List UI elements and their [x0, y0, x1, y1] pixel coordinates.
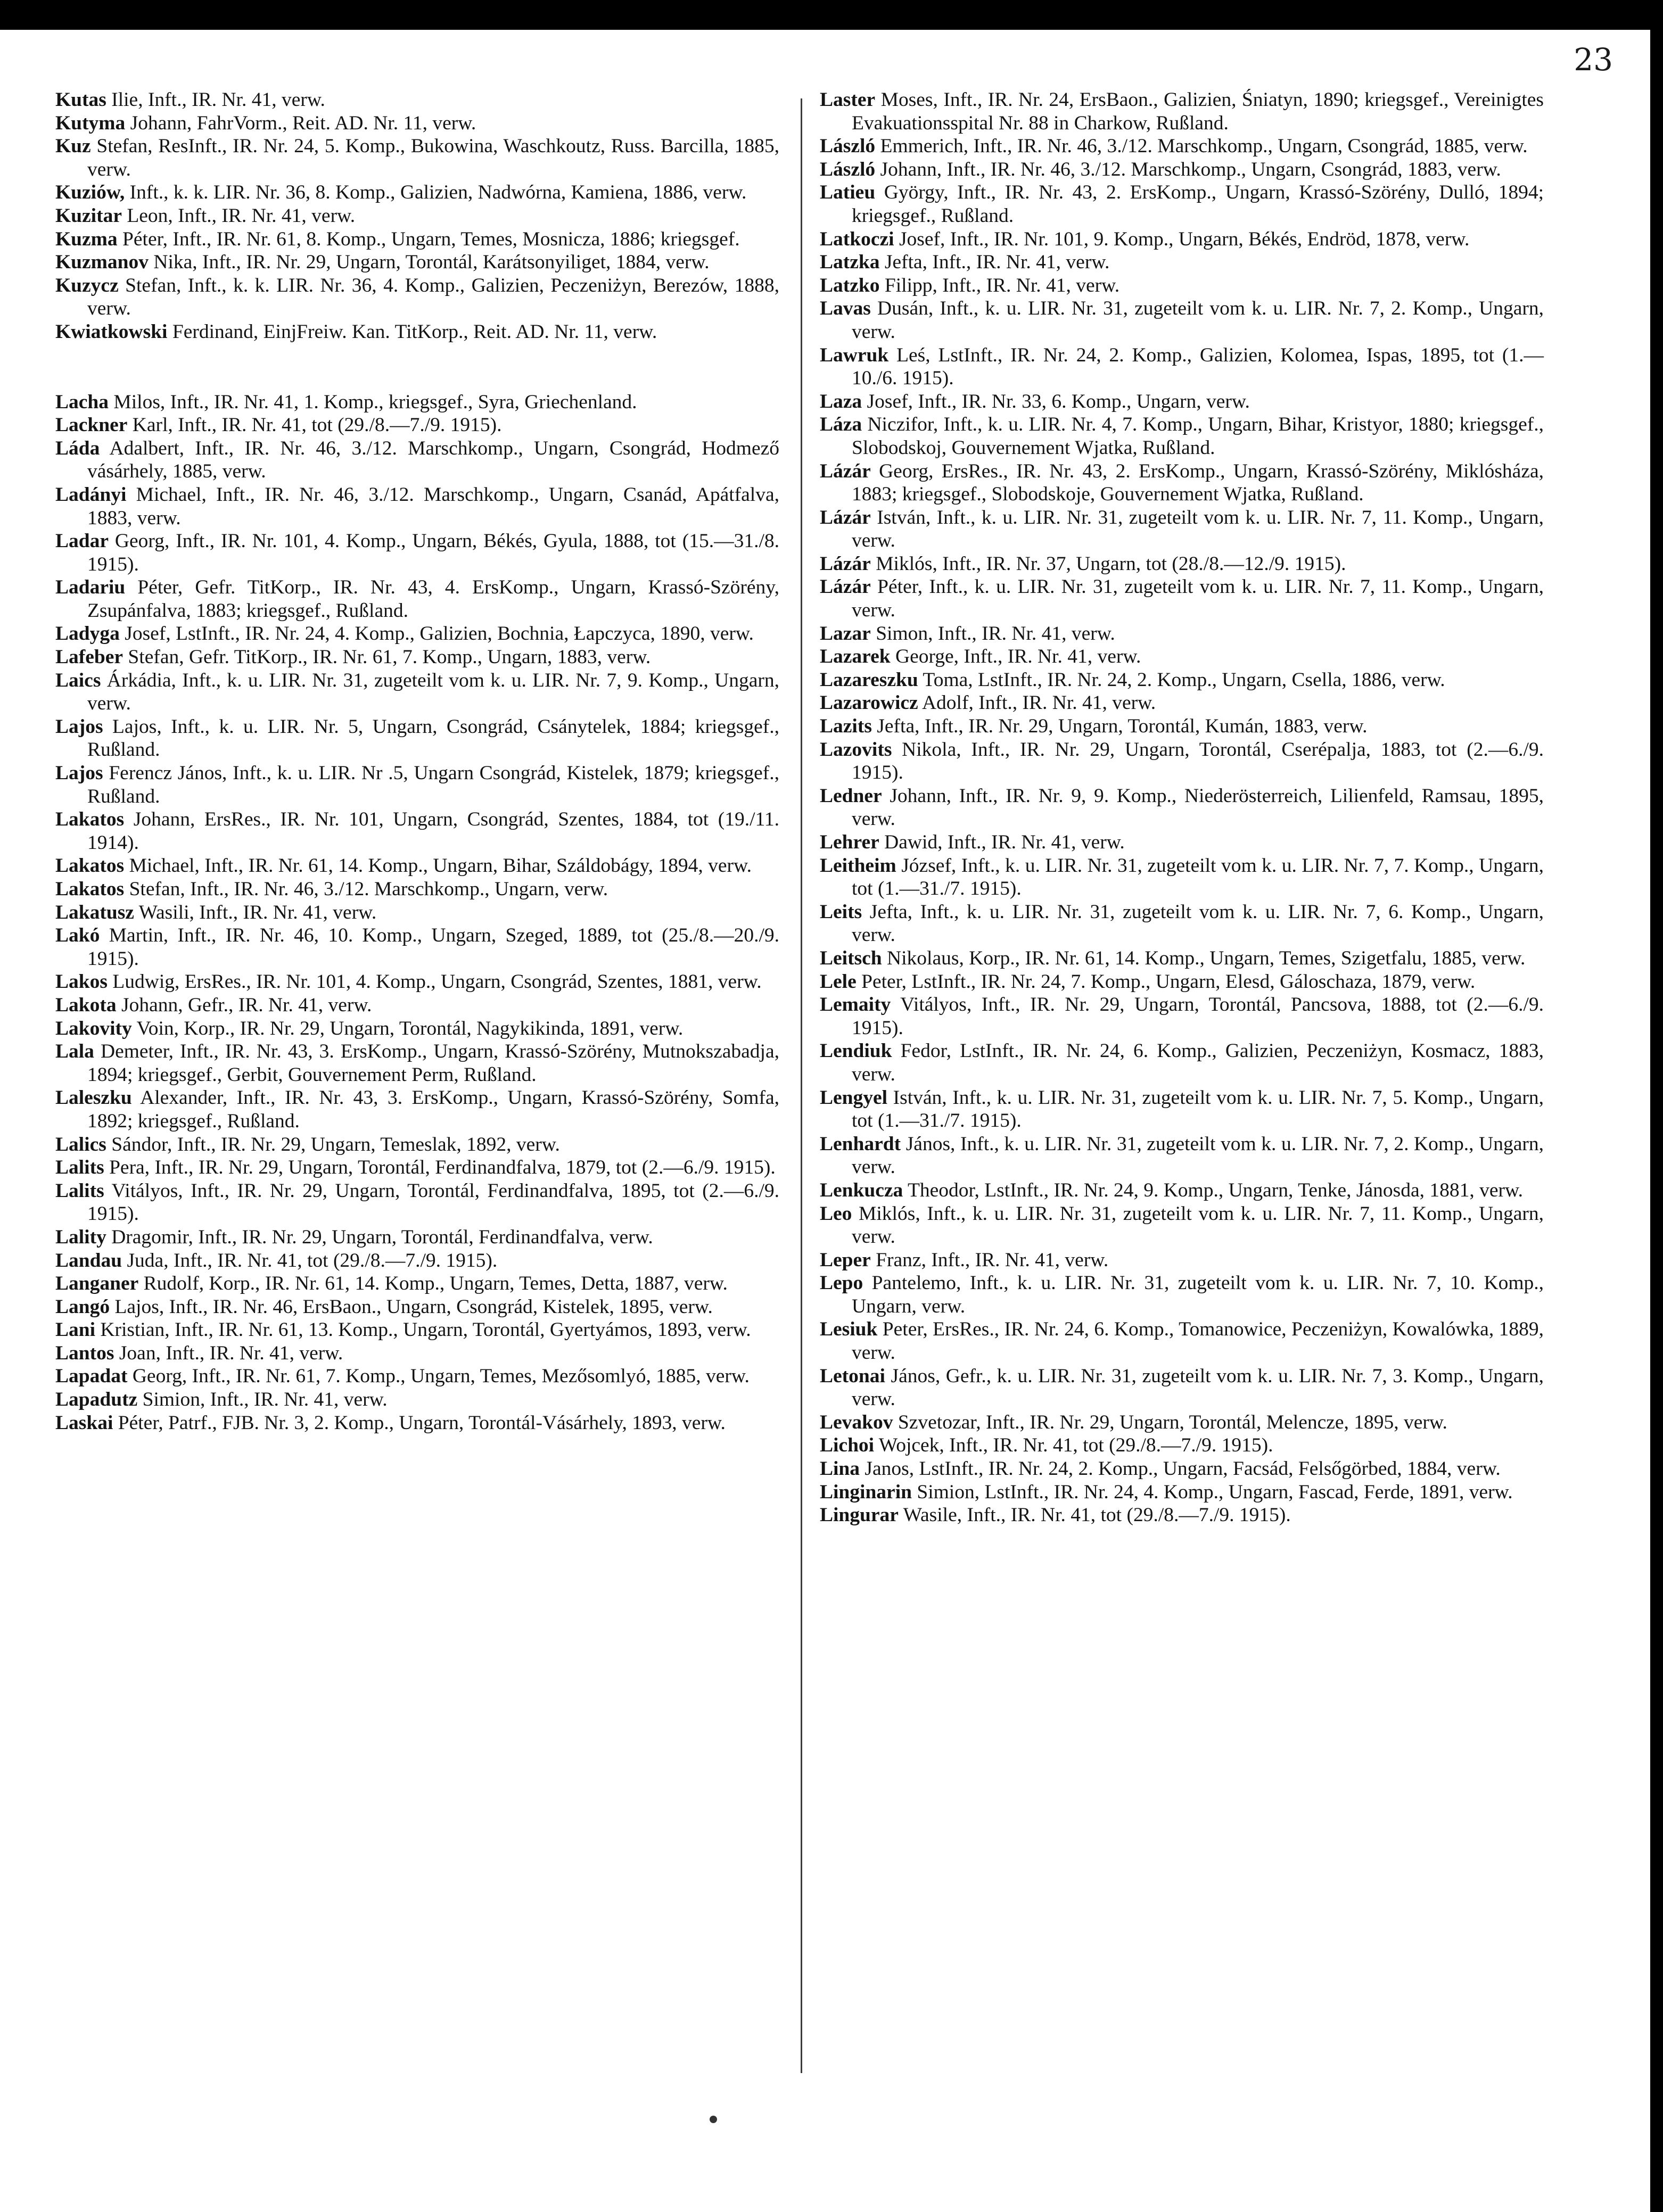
list-entry: [820, 1365, 1544, 1411]
entry-surname: Linginarin: [820, 1481, 912, 1503]
entry-details: József, Inft., k. u. LIR. Nr. 31, zugeteilt vom k. u. LIR. Nr. 7, 7. Komp., Ungarn, tot (1.—31./7. 1915).: [852, 854, 1544, 900]
list-entry: [55, 1017, 779, 1041]
entry-details: János, Gefr., k. u. LIR. Nr. 31, zugeteilt vom k. u. LIR. Nr. 7, 3. Komp., Ungarn, verw.: [852, 1365, 1544, 1410]
entry-details: Péter, Inft., IR. Nr. 61, 8. Komp., Ungarn, Temes, Mosnicza, 1886; kriegsgef.: [117, 228, 740, 250]
list-entry: [820, 947, 1544, 970]
list-entry: [820, 1179, 1544, 1202]
entry-surname: Lichoi: [820, 1434, 875, 1457]
entry-details: Nikolaus, Korp., IR. Nr. 61, 14. Komp., Ungarn, Temes, Szigetfalu, 1885, verw.: [882, 947, 1526, 969]
entry-surname: Lality: [55, 1226, 106, 1248]
entry-surname: Lawruk: [820, 344, 889, 366]
entry-surname: Láda: [55, 437, 100, 459]
entry-details: Dusán, Inft., k. u. LIR. Nr. 31, zugeteilt vom k. u. LIR. Nr. 7, 2. Komp., Ungarn, verw.: [852, 298, 1544, 343]
entry-details: Johann, FahrVorm., Reit. AD. Nr. 11, verw.: [125, 112, 476, 134]
entry-surname: Laics: [55, 669, 101, 691]
list-entry: [55, 391, 779, 414]
list-entry: [55, 878, 779, 901]
entry-surname: Ladyga: [55, 623, 120, 645]
entry-details: Dawid, Inft., IR. Nr. 41, verw.: [879, 831, 1125, 853]
entry-surname: Kuzma: [55, 228, 118, 250]
entry-details: Georg, Inft., IR. Nr. 101, 4. Komp., Ungarn, Békés, Gyula, 1888, tot (15.—31./8. 1915).: [87, 530, 779, 575]
entry-details: Josef, Inft., IR. Nr. 33, 6. Komp., Ungarn, verw.: [862, 390, 1250, 412]
entry-details: Joan, Inft., IR. Nr. 41, verw.: [114, 1342, 343, 1364]
entry-surname: Leo: [820, 1202, 852, 1225]
entry-details: Adalbert, Inft., IR. Nr. 46, 3./12. Marschkomp., Ungarn, Csongrád, Hodmező vásárhely, 1885, verw.: [87, 437, 779, 483]
list-entry: [820, 575, 1544, 622]
list-entry: [820, 1086, 1544, 1133]
entry-details: Wasile, Inft., IR. Nr. 41, tot (29./8.—7./9. 1915).: [898, 1504, 1291, 1526]
entry-surname: Lázár: [820, 576, 871, 598]
entry-details: Karl, Inft., IR. Nr. 41, tot (29./8.—7./9. 1915).: [127, 414, 502, 436]
entry-surname: Lele: [820, 970, 857, 993]
entry-details: István, Inft., k. u. LIR. Nr. 31, zugeteilt vom k. u. LIR. Nr. 7, 11. Komp., Ungarn, verw.: [852, 506, 1544, 552]
entry-details: Ferencz János, Inft., k. u. LIR. Nr .5, Ungarn Csongrád, Kistelek, 1879; kriegsgef., Rußland.: [87, 762, 779, 807]
entry-surname: Kuzitar: [55, 204, 122, 227]
entry-surname: Lakatos: [55, 878, 125, 900]
entry-details: Adolf, Inft., IR. Nr. 41, verw.: [918, 692, 1156, 714]
entry-surname: Laleszku: [55, 1087, 132, 1109]
right-column: [820, 88, 1544, 1527]
list-entry: [55, 1040, 779, 1086]
entry-surname: Latzko: [820, 274, 880, 296]
entry-surname: Kuzycz: [55, 274, 119, 296]
entry-details: Ilie, Inft., IR. Nr. 41, verw.: [106, 89, 325, 111]
scan-border-right: [1650, 0, 1663, 2212]
entry-details: Demeter, Inft., IR. Nr. 43, 3. ErsKomp., Ungarn, Krassó-Szörény, Mutnokszabadja, 1894; kriegsgef., Gerbit, Gouvernement Perm, Rußland.: [87, 1041, 779, 1086]
list-entry: [820, 158, 1544, 181]
list-entry: [55, 112, 779, 135]
entry-surname: Kuziów,: [55, 181, 125, 204]
entry-details: Lajos, Inft., k. u. LIR. Nr. 5, Ungarn, Csongrád, Csánytelek, 1884; kriegsgef., Rußland.: [87, 715, 779, 761]
entry-surname: Kutyma: [55, 112, 126, 134]
entry-details: Inft., k. k. LIR. Nr. 36, 8. Komp., Galizien, Nadwórna, Kamiena, 1886, verw.: [125, 181, 747, 204]
entry-surname: Lázár: [820, 506, 871, 529]
list-entry: [55, 669, 779, 715]
entry-surname: Lacha: [55, 391, 109, 413]
column-divider: [801, 98, 802, 2073]
entry-details: Árkádia, Inft., k. u. LIR. Nr. 31, zugeteilt vom k. u. LIR. Nr. 7, 9. Komp., Ungarn, verw.: [87, 669, 779, 715]
entry-surname: Letonai: [820, 1365, 885, 1387]
entry-surname: Lázár: [820, 460, 871, 482]
entry-details: Stefan, Inft., IR. Nr. 46, 3./12. Marschkomp., Ungarn, verw.: [124, 878, 608, 900]
entry-details: Martin, Inft., IR. Nr. 46, 10. Komp., Ungarn, Szeged, 1889, tot (25./8.—20./9. 1915).: [87, 925, 779, 970]
entry-details: Johann, Inft., IR. Nr. 9, 9. Komp., Niederösterreich, Lilienfeld, Ramsau, 1895, verw.: [852, 785, 1544, 830]
list-entry: [55, 762, 779, 808]
list-entry: [820, 1434, 1544, 1457]
entry-details: Janos, LstInft., IR. Nr. 24, 2. Komp., Ungarn, Facsád, Felsőgörbed, 1884, verw.: [860, 1458, 1501, 1480]
entry-surname: Lakatos: [55, 808, 125, 831]
list-entry: [55, 1365, 779, 1388]
entry-details: Michael, Inft., IR. Nr. 61, 14. Komp., Ungarn, Bihar, Száldobágy, 1894, verw.: [124, 855, 752, 877]
entry-details: Juda, Inft., IR. Nr. 41, tot (29./8.—7./9. 1915).: [122, 1249, 498, 1272]
entry-surname: Láza: [820, 414, 862, 436]
entry-surname: Lackner: [55, 414, 128, 436]
entry-surname: Laster: [820, 89, 876, 111]
entry-surname: Laskai: [55, 1412, 113, 1434]
list-entry: [55, 854, 779, 878]
entry-surname: Ladányi: [55, 483, 127, 506]
entry-details: Miklós, Inft., IR. Nr. 37, Ungarn, tot (28./8.—12./9. 1915).: [870, 552, 1346, 575]
entry-surname: Landau: [55, 1249, 122, 1272]
entry-surname: László: [820, 135, 876, 158]
list-entry: [55, 1412, 779, 1435]
entry-surname: Lakota: [55, 994, 117, 1016]
entry-details: Peter, ErsRes., IR. Nr. 24, 6. Komp., Tomanowice, Peczeniżyn, Kowalówka, 1889, verw.: [852, 1318, 1544, 1364]
list-entry: [55, 228, 779, 251]
entry-details: Moses, Inft., IR. Nr. 24, ErsBaon., Galizien, Śniatyn, 1890; kriegsgef., Vereinigtes Evakuationsspital Nr. 88 in Charkow, Rußland.: [852, 89, 1544, 134]
entry-surname: Lakovity: [55, 1017, 132, 1039]
list-entry: [55, 970, 779, 994]
list-entry: [55, 646, 779, 669]
list-entry: [55, 1226, 779, 1249]
entry-surname: Leper: [820, 1249, 871, 1271]
entry-surname: Lázár: [820, 552, 871, 575]
list-entry: [820, 1504, 1544, 1527]
entry-surname: Lenhardt: [820, 1133, 901, 1155]
page-number: 23: [1574, 42, 1613, 78]
list-entry: [820, 970, 1544, 994]
list-entry: [820, 668, 1544, 692]
entry-details: Georg, Inft., IR. Nr. 61, 7. Komp., Ungarn, Temes, Mezősomlyó, 1885, verw.: [127, 1365, 750, 1388]
list-entry: [55, 437, 779, 483]
entry-details: George, Inft., IR. Nr. 41, verw.: [890, 646, 1141, 668]
list-entry: [820, 506, 1544, 552]
entry-surname: Lalits: [55, 1179, 104, 1202]
list-entry: [820, 785, 1544, 831]
entry-surname: Langaner: [55, 1273, 139, 1295]
entry-surname: Ledner: [820, 785, 882, 807]
entry-details: János, Inft., k. u. LIR. Nr. 31, zugeteilt vom k. u. LIR. Nr. 7, 2. Komp., Ungarn, verw.: [852, 1133, 1544, 1178]
entry-details: Peter, LstInft., IR. Nr. 24, 7. Komp., Ungarn, Elesd, Gáloschaza, 1879, verw.: [856, 970, 1476, 993]
entry-surname: Lalits: [55, 1157, 104, 1179]
list-entry: [820, 135, 1544, 158]
entry-surname: Lafeber: [55, 646, 124, 668]
list-entry: [55, 1318, 779, 1342]
entry-surname: Kuzmanov: [55, 251, 149, 274]
scan-border-top: [0, 0, 1663, 30]
entry-surname: Lenkucza: [820, 1179, 903, 1201]
entry-details: Nika, Inft., IR. Nr. 29, Ungarn, Torontál, Karátsonyiliget, 1884, verw.: [149, 251, 710, 274]
list-entry: [55, 530, 779, 576]
entry-surname: Lendiuk: [820, 1040, 892, 1062]
entry-surname: Langó: [55, 1295, 110, 1318]
list-entry: [820, 274, 1544, 298]
list-entry: [55, 181, 779, 204]
list-entry: [820, 1411, 1544, 1434]
list-entry: [55, 576, 779, 622]
list-entry: [820, 738, 1544, 785]
entry-details: Pera, Inft., IR. Nr. 29, Ungarn, Torontál, Ferdinandfalva, 1879, tot (2.—6./9. 1915).: [104, 1157, 776, 1179]
list-entry: [55, 1295, 779, 1319]
entry-surname: Lengyel: [820, 1086, 888, 1109]
list-entry: [55, 1342, 779, 1365]
list-entry: [55, 901, 779, 925]
entry-surname: Laza: [820, 390, 862, 412]
entry-surname: Lemaity: [820, 994, 891, 1016]
list-entry: [820, 1318, 1544, 1364]
entry-details: Stefan, ResInft., IR. Nr. 24, 5. Komp., Bukowina, Waschkoutz, Russ. Barcilla, 1885, verw.: [87, 135, 779, 180]
entry-details: Dragomir, Inft., IR. Nr. 29, Ungarn, Torontál, Ferdinandfalva, verw.: [106, 1226, 653, 1248]
list-entry: [820, 460, 1544, 506]
entry-details: Sándor, Inft., IR. Nr. 29, Ungarn, Temeslak, 1892, verw.: [106, 1133, 560, 1155]
list-entry: [820, 344, 1544, 390]
entry-details: Jefta, Inft., k. u. LIR. Nr. 31, zugeteilt vom k. u. LIR. Nr. 7, 6. Komp., Ungarn, verw.: [852, 901, 1544, 946]
entry-surname: Lakos: [55, 971, 108, 993]
entry-details: Simon, Inft., IR. Nr. 41, verw.: [870, 622, 1115, 645]
entry-details: Josef, Inft., IR. Nr. 101, 9. Komp., Ungarn, Békés, Endröd, 1878, verw.: [894, 228, 1470, 250]
left-column: [55, 88, 779, 1434]
list-entry: [820, 645, 1544, 668]
entry-details: Alexander, Inft., IR. Nr. 43, 3. ErsKomp., Ungarn, Krassó-Szörény, Somfa, 1892; kriegsgef., Rußland.: [87, 1087, 779, 1132]
entry-surname: Latkoczi: [820, 228, 894, 250]
entry-surname: Lepo: [820, 1272, 863, 1294]
list-entry: [820, 1249, 1544, 1272]
entry-surname: Leits: [820, 901, 862, 923]
entry-surname: László: [820, 158, 876, 180]
entry-surname: Lazarowicz: [820, 692, 918, 714]
list-entry: [820, 88, 1544, 135]
list-entry: [55, 715, 779, 762]
entry-surname: Lakatusz: [55, 901, 134, 923]
list-entry: [55, 1388, 779, 1412]
list-entry: [820, 251, 1544, 274]
entry-details: Niczifor, Inft., k. u. LIR. Nr. 4, 7. Komp., Ungarn, Bihar, Kristyor, 1880; kriegsgef., Slobodskoj, Gouvernement Wjatka, Rußland.: [852, 414, 1544, 459]
list-entry: [55, 320, 779, 344]
entry-details: Pantelemo, Inft., k. u. LIR. Nr. 31, zugeteilt vom k. u. LIR. Nr. 7, 10. Komp., Ungarn, verw.: [852, 1272, 1544, 1317]
entry-details: Lajos, Inft., IR. Nr. 46, ErsBaon., Ungarn, Csongrád, Kistelek, 1895, verw.: [110, 1295, 713, 1318]
list-entry: [55, 1086, 779, 1133]
list-entry: [55, 994, 779, 1017]
entry-details: Johann, Inft., IR. Nr. 46, 3./12. Marschkomp., Ungarn, Csongrád, 1883, verw.: [875, 158, 1501, 180]
list-entry: [55, 1156, 779, 1179]
entry-details: István, Inft., k. u. LIR. Nr. 31, zugeteilt vom k. u. LIR. Nr. 7, 5. Komp., Ungarn, tot (1.—31./7. 1915).: [852, 1086, 1544, 1132]
entry-surname: Levakov: [820, 1411, 893, 1433]
entry-details: Wojcek, Inft., IR. Nr. 41, tot (29./8.—7./9. 1915).: [874, 1434, 1273, 1457]
list-entry: [820, 228, 1544, 251]
entry-details: Vitályos, Inft., IR. Nr. 29, Ungarn, Torontál, Ferdinandfalva, 1895, tot (2.—6./9. 1915).: [87, 1179, 779, 1225]
entry-surname: Lazits: [820, 715, 872, 738]
list-entry: [820, 181, 1544, 227]
entry-surname: Lazareszku: [820, 668, 918, 691]
entry-surname: Lakatos: [55, 855, 125, 877]
list-entry: [55, 483, 779, 530]
entry-details: Franz, Inft., IR. Nr. 41, verw.: [870, 1249, 1109, 1271]
list-entry: [820, 390, 1544, 414]
list-entry: [820, 1202, 1544, 1249]
entry-details: Johann, Gefr., IR. Nr. 41, verw.: [116, 994, 372, 1016]
list-entry: [820, 297, 1544, 343]
list-entry: [55, 251, 779, 274]
entry-details: Milos, Inft., IR. Nr. 41, 1. Komp., kriegsgef., Syra, Griechenland.: [109, 391, 637, 413]
entry-details: Péter, Gefr. TitKorp., IR. Nr. 43, 4. ErsKomp., Ungarn, Krassó-Szörény, Zsupánfalva, 1883; kriegsgef., Rußland.: [87, 576, 779, 622]
list-entry: [820, 413, 1544, 459]
entry-details: Kristian, Inft., IR. Nr. 61, 13. Komp., Ungarn, Torontál, Gyertyámos, 1893, verw.: [95, 1319, 751, 1341]
entry-surname: Ladariu: [55, 576, 126, 599]
list-entry: [820, 854, 1544, 901]
entry-surname: Lehrer: [820, 831, 879, 853]
entry-details: Stefan, Inft., k. k. LIR. Nr. 36, 4. Komp., Galizien, Peczeniżyn, Berezów, 1888, verw.: [87, 274, 779, 320]
entry-details: Rudolf, Korp., IR. Nr. 61, 14. Komp., Ungarn, Temes, Detta, 1887, verw.: [138, 1273, 728, 1295]
entry-surname: Lajos: [55, 762, 103, 785]
entry-details: Nikola, Inft., IR. Nr. 29, Ungarn, Torontál, Cserépalja, 1883, tot (2.—6./9. 1915).: [852, 738, 1544, 784]
list-entry: [55, 622, 779, 646]
entry-surname: Kutas: [55, 89, 106, 111]
entry-surname: Latieu: [820, 181, 876, 204]
list-entry: [820, 993, 1544, 1039]
section-gap: [55, 344, 779, 391]
entry-details: Szvetozar, Inft., IR. Nr. 29, Ungarn, Torontál, Melencze, 1895, verw.: [893, 1411, 1447, 1433]
list-entry: [55, 274, 779, 320]
entry-surname: Lani: [55, 1319, 96, 1341]
list-entry: [55, 88, 779, 112]
entry-details: Leś, LstInft., IR. Nr. 24, 2. Komp., Galizien, Kolomea, Ispas, 1895, tot (1.—10./6. 1915).: [852, 344, 1544, 390]
list-entry: [820, 1457, 1544, 1481]
entry-details: Péter, Inft., k. u. LIR. Nr. 31, zugeteilt vom k. u. LIR. Nr. 7, 11. Komp., Ungarn, verw.: [852, 576, 1544, 622]
list-entry: [55, 808, 779, 854]
list-entry: [820, 552, 1544, 576]
entry-details: Stefan, Gefr. TitKorp., IR. Nr. 61, 7. Komp., Ungarn, 1883, verw.: [123, 646, 651, 668]
entry-details: Josef, LstInft., IR. Nr. 24, 4. Komp., Galizien, Bochnia, Łapczyca, 1890, verw.: [119, 623, 754, 645]
list-entry: [55, 1179, 779, 1226]
entry-details: Leon, Inft., IR. Nr. 41, verw.: [121, 204, 356, 227]
entry-details: Péter, Patrf., FJB. Nr. 3, 2. Komp., Ungarn, Torontál-Vásárhely, 1893, verw.: [113, 1412, 726, 1434]
entry-surname: Ladar: [55, 530, 109, 552]
entry-surname: Leitheim: [820, 854, 896, 877]
entry-surname: Lesiuk: [820, 1318, 878, 1341]
entry-surname: Lazar: [820, 622, 871, 645]
list-entry: [820, 831, 1544, 854]
entry-details: Voin, Korp., IR. Nr. 29, Ungarn, Torontál, Nagykikinda, 1891, verw.: [131, 1017, 684, 1039]
list-entry: [55, 1133, 779, 1157]
list-entry: [820, 1481, 1544, 1504]
entry-surname: Lazovits: [820, 738, 892, 761]
entry-details: Jefta, Inft., IR. Nr. 41, verw.: [879, 251, 1110, 274]
list-entry: [820, 691, 1544, 715]
entry-details: Theodor, LstInft., IR. Nr. 24, 9. Komp., Ungarn, Tenke, Jánosda, 1881, verw.: [903, 1179, 1524, 1201]
entry-details: Georg, ErsRes., IR. Nr. 43, 2. ErsKomp., Ungarn, Krassó-Szörény, Miklósháza, 1883; kriegsgef., Slobodskoje, Gouvernement Wjatka, Rußland.: [852, 460, 1544, 506]
entry-surname: Lakó: [55, 925, 100, 947]
entry-surname: Lina: [820, 1458, 860, 1480]
entry-surname: Lapadat: [55, 1365, 128, 1388]
entry-surname: Lantos: [55, 1342, 114, 1364]
list-entry: [820, 622, 1544, 646]
list-entry: [820, 1039, 1544, 1086]
entry-surname: Latzka: [820, 251, 880, 274]
footer-dot: [710, 2116, 717, 2123]
entry-surname: Lalics: [55, 1133, 106, 1155]
entry-details: Filipp, Inft., IR. Nr. 41, verw.: [879, 274, 1120, 296]
entry-surname: Lavas: [820, 298, 871, 320]
entry-surname: Kwiatkowski: [55, 320, 168, 343]
entry-details: Simion, LstInft., IR. Nr. 24, 4. Komp., Ungarn, Fascad, Ferde, 1891, verw.: [911, 1481, 1513, 1503]
entry-details: Simion, Inft., IR. Nr. 41, verw.: [137, 1389, 388, 1411]
entry-surname: Leitsch: [820, 947, 882, 969]
entry-details: György, Inft., IR. Nr. 43, 2. ErsKomp., Ungarn, Krassó-Szörény, Dulló, 1894; kriegsgef., Rußland.: [852, 181, 1544, 227]
entry-details: Emmerich, Inft., IR. Nr. 46, 3./12. Marschkomp., Ungarn, Csongrád, 1885, verw.: [875, 135, 1528, 158]
list-entry: [820, 1133, 1544, 1179]
entry-details: Miklós, Inft., k. u. LIR. Nr. 31, zugeteilt vom k. u. LIR. Nr. 7, 11. Komp., Ungarn, verw.: [852, 1202, 1544, 1248]
entry-details: Jefta, Inft., IR. Nr. 29, Ungarn, Torontál, Kumán, 1883, verw.: [871, 715, 1368, 738]
list-entry: [820, 715, 1544, 738]
entry-details: Fedor, LstInft., IR. Nr. 24, 6. Komp., Galizien, Peczeniżyn, Kosmacz, 1883, verw.: [852, 1040, 1544, 1085]
entry-details: Ferdinand, EinjFreiw. Kan. TitKorp., Reit. AD. Nr. 11, verw.: [167, 320, 657, 343]
entry-details: Michael, Inft., IR. Nr. 46, 3./12. Marschkomp., Ungarn, Csanád, Apátfalva, 1883, verw.: [87, 483, 779, 529]
list-entry: [55, 204, 779, 228]
entry-surname: Lajos: [55, 715, 103, 738]
entry-details: Vitályos, Inft., IR. Nr. 29, Ungarn, Torontál, Pancsova, 1888, tot (2.—6./9. 1915).: [852, 994, 1544, 1039]
list-entry: [55, 135, 779, 181]
entry-surname: Kuz: [55, 135, 91, 158]
list-entry: [55, 924, 779, 970]
entry-surname: Lazarek: [820, 646, 891, 668]
list-entry: [55, 1272, 779, 1295]
entry-details: Johann, ErsRes., IR. Nr. 101, Ungarn, Csongrád, Szentes, 1884, tot (19./11. 1914).: [87, 808, 779, 854]
entry-details: Ludwig, ErsRes., IR. Nr. 101, 4. Komp., Ungarn, Csongrád, Szentes, 1881, verw.: [107, 971, 762, 993]
list-entry: [55, 1249, 779, 1273]
entry-surname: Lingurar: [820, 1504, 899, 1526]
list-entry: [820, 901, 1544, 947]
entry-surname: Lapadutz: [55, 1389, 138, 1411]
entry-details: Toma, LstInft., IR. Nr. 24, 2. Komp., Ungarn, Csella, 1886, verw.: [918, 668, 1445, 691]
list-entry: [55, 414, 779, 437]
entry-details: Wasili, Inft., IR. Nr. 41, verw.: [134, 901, 377, 923]
list-entry: [820, 1272, 1544, 1318]
entry-surname: Lala: [55, 1041, 94, 1063]
